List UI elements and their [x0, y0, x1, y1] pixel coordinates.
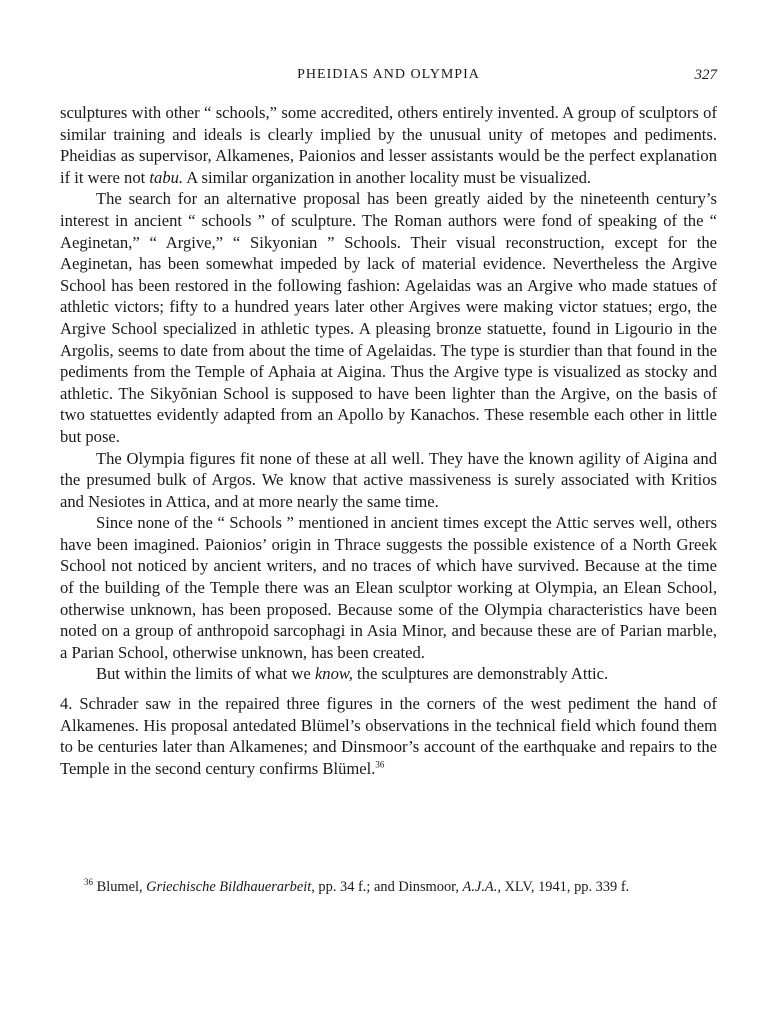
footnote: [60, 878, 717, 896]
paragraph-5-end: the sculptures are demonstrably Attic.: [352, 664, 609, 684]
paragraph-1-end: A similar organization in another locality must be visualized.: [183, 167, 592, 187]
footnote-text-2: , XLV, 1941, pp. 339 f.: [497, 879, 630, 895]
paragraph-5-start: But within the limits of what we: [96, 664, 315, 684]
paragraph-5: [60, 663, 717, 685]
paragraph-1-text: sculptures with other “ schools,” some accredited, others entirely invented. A group of sculptors of similar training and ideals is clearly implied by the unusual unity of metopes and pediments. Pheidias as supervisor, Alkamenes, Paionios and lesser assistants would be the perfect explanation if it were not: [60, 103, 717, 187]
body-text: [60, 102, 717, 779]
tabu-emphasis: tabu.: [149, 167, 184, 187]
page-header: [60, 67, 717, 87]
paragraph-1: [60, 102, 717, 188]
footnote-author: Blumel,: [93, 879, 147, 895]
footnote-journal: A.J.A.: [462, 879, 498, 895]
paragraph-6-text: 4. Schrader saw in the repaired three figures in the corners of the west pediment the hand of Alkamenes. His proposal antedated Blümel’s observations in the technical field which found them to be centuries later than Alkamenes; and Dinsmoor’s account of the earthquake and repairs to the Temple in the second century confirms Blümel.: [60, 694, 717, 778]
footnote-book-title: Griechische Bildhauerarbeit: [146, 879, 312, 895]
footnote-reference[interactable]: 36: [375, 759, 385, 770]
footnote-text-1: , pp. 34 f.; and Dinsmoor,: [311, 879, 463, 895]
paragraph-3: The Olympia figures fit none of these at all well. They have the known agility of Aigina and the presumed bulk of Argos. We know that active massiveness is surely associated with Kritios and Nesiotes in Attica, and at more nearly the same time.: [60, 448, 717, 511]
paragraph-6: [60, 693, 717, 779]
footnote-marker: 36: [84, 877, 93, 888]
running-title: PHEIDIAS AND OLYMPIA: [297, 67, 480, 82]
page-number: 327: [694, 67, 717, 83]
paragraph-2: The search for an alternative proposal has been greatly aided by the nineteenth century’s interest in ancient “ schools ” of sculpture. The Roman authors were fond of speaking of the “ Aeginetan,” “ Argive,” “ Sikyonian ” Schools. Their visual reconstruction, except for the Aeginetan, has been somewhat impeded by lack of material evidence. Nevertheless the Argive School has been restored in the following fashion: Agelaidas was an Argive who made statues of athletic victors; fifty to a hundred years later other Argives were making victor statues; ergo, the Argive School specialized in athletic types. A pleasing bronze statuette, found in Ligourio in the Argolis, seems to date from about the time of Agelaidas. The type is sturdier than that found in the pediments from the Temple of Aphaia at Aigina. Thus the Argive type is visualized as stocky and athletic. The Sikyŏnian School is supposed to have been lighter than the Argive, on the basis of two statuettes evidently adapted from an Apollo by Kanachos. These resemble each other in little but pose.: [60, 189, 717, 446]
know-emphasis: know,: [314, 664, 353, 684]
paragraph-4: Since none of the “ Schools ” mentioned in ancient times except the Attic serves well, others have been imagined. Paionios’ origin in Thrace suggests the possible existence of a North Greek School not noticed by ancient writers, and no traces of which have survived. Because at the time of the building of the Temple there was an Elean sculptor working at Olympia, an Elean School, otherwise unknown, has been proposed. Because some of the Olympia characteristics have been noted on a group of anthropoid sarcophagi in Asia Minor, and because these are of Parian marble, a Parian School, otherwise unknown, has been created.: [60, 513, 717, 662]
